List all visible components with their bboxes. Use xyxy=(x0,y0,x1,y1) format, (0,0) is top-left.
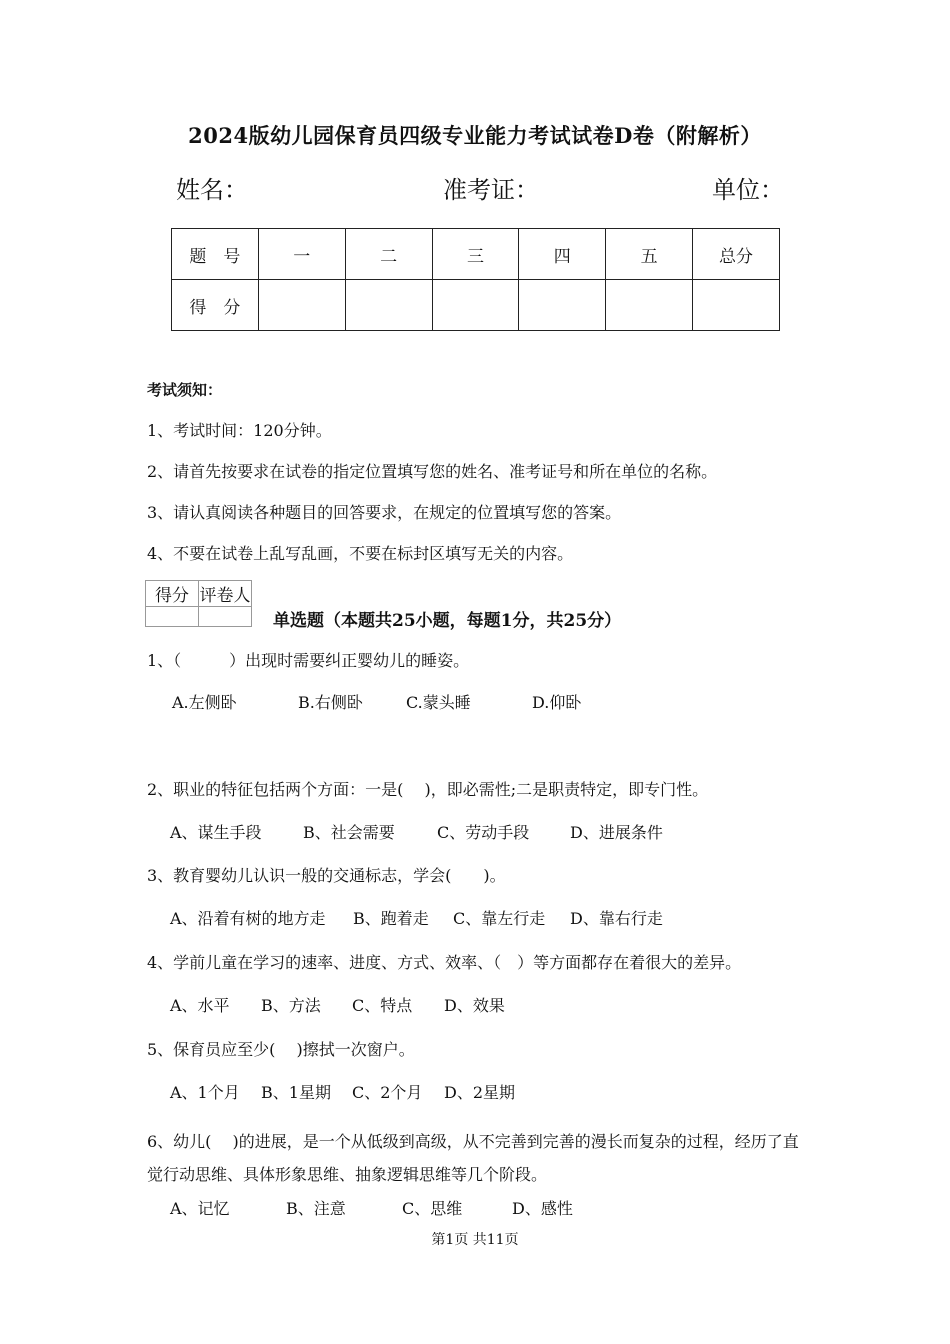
option-c[interactable]: C、2个月 xyxy=(352,1083,423,1102)
option-b[interactable]: B、跑着走 xyxy=(353,909,429,928)
option-a[interactable]: A、谋生手段 xyxy=(170,823,262,842)
grader-name-label: 评卷人 xyxy=(199,581,252,607)
page-number: 第1页 共11页 xyxy=(431,1232,519,1248)
option-b[interactable]: B、注意 xyxy=(286,1199,346,1218)
option-d[interactable]: D、进展条件 xyxy=(570,823,663,842)
question-6: 6、幼儿( )的进展，是一个从低级到高级，从不完善到完善的漫长而复杂的过程，经历了直觉行动思维、具体形象思维、抽象逻辑思维等几个阶段。 xyxy=(147,1132,799,1184)
option-b[interactable]: B.右侧卧 xyxy=(298,693,363,712)
grader-name-input[interactable] xyxy=(199,607,252,627)
exam-id-label: 准考证： xyxy=(443,176,539,204)
question-5: 5、保育员应至少( )擦拭一次窗户。 xyxy=(147,1040,415,1059)
question-2: 2、职业的特征包括两个方面：一是( )，即必需性;二是职责特定，即专门性。 xyxy=(147,780,709,799)
section-title: 单选题（本题共25小题，每题1分，共25分） xyxy=(273,611,622,631)
option-a[interactable]: A、1个月 xyxy=(170,1083,240,1102)
grader-box xyxy=(145,580,252,627)
score-cell-label: 题 号 xyxy=(172,229,259,280)
option-d[interactable]: D、2星期 xyxy=(444,1083,516,1102)
score-input-q4[interactable] xyxy=(519,280,606,331)
option-c[interactable]: C、劳动手段 xyxy=(437,823,530,842)
note-item: 3、请认真阅读各种题目的回答要求，在规定的位置填写您的答案。 xyxy=(147,503,622,522)
score-row-label: 得 分 xyxy=(172,280,259,331)
option-a[interactable]: A、记忆 xyxy=(170,1199,230,1218)
question-3: 3、教育婴幼儿认识一般的交通标志，学会( )。 xyxy=(147,866,506,885)
question-1: 1、（ ）出现时需要纠正婴幼儿的睡姿。 xyxy=(147,651,470,670)
option-d[interactable]: D.仰卧 xyxy=(532,693,582,712)
option-c[interactable]: C、靠左行走 xyxy=(453,909,546,928)
option-a[interactable]: A.左侧卧 xyxy=(172,693,237,712)
option-d[interactable]: D、感性 xyxy=(512,1199,573,1218)
score-table-score-row xyxy=(172,280,780,331)
option-d[interactable]: D、靠右行走 xyxy=(570,909,663,928)
score-cell-q2: 二 xyxy=(345,229,432,280)
score-cell-total: 总分 xyxy=(693,229,780,280)
question-4: 4、学前儿童在学习的速率、进度、方式、效率、（ ）等方面都存在着很大的差异。 xyxy=(147,953,742,972)
option-b[interactable]: B、方法 xyxy=(261,996,321,1015)
grader-score-input[interactable] xyxy=(146,607,199,627)
note-item: 1、考试时间：120分钟。 xyxy=(147,421,332,440)
score-table xyxy=(171,228,780,331)
score-cell-q4: 四 xyxy=(519,229,606,280)
note-item: 2、请首先按要求在试卷的指定位置填写您的姓名、准考证号和所在单位的名称。 xyxy=(147,462,718,481)
notes-title: 考试须知： xyxy=(147,381,223,399)
option-d[interactable]: D、效果 xyxy=(444,996,505,1015)
option-c[interactable]: C、特点 xyxy=(352,996,413,1015)
unit-label: 单位： xyxy=(712,176,784,204)
option-b[interactable]: B、1星期 xyxy=(261,1083,331,1102)
note-item: 4、不要在试卷上乱写乱画，不要在标封区填写无关的内容。 xyxy=(147,544,574,563)
grader-score-label: 得分 xyxy=(146,581,199,607)
score-input-q3[interactable] xyxy=(432,280,519,331)
option-c[interactable]: C、思维 xyxy=(402,1199,463,1218)
option-c[interactable]: C.蒙头睡 xyxy=(406,693,471,712)
score-cell-q5: 五 xyxy=(606,229,693,280)
score-cell-q1: 一 xyxy=(258,229,345,280)
score-cell-q3: 三 xyxy=(432,229,519,280)
score-input-q5[interactable] xyxy=(606,280,693,331)
option-b[interactable]: B、社会需要 xyxy=(303,823,395,842)
score-input-total[interactable] xyxy=(693,280,780,331)
option-a[interactable]: A、沿着有树的地方走 xyxy=(170,909,326,928)
exam-title: 2024版幼儿园保育员四级专业能力考试试卷D卷（附解析） xyxy=(188,123,762,148)
name-label: 姓名： xyxy=(176,176,248,204)
score-input-q2[interactable] xyxy=(345,280,432,331)
score-table-header-row xyxy=(172,229,780,280)
option-a[interactable]: A、水平 xyxy=(170,996,230,1015)
score-input-q1[interactable] xyxy=(258,280,345,331)
